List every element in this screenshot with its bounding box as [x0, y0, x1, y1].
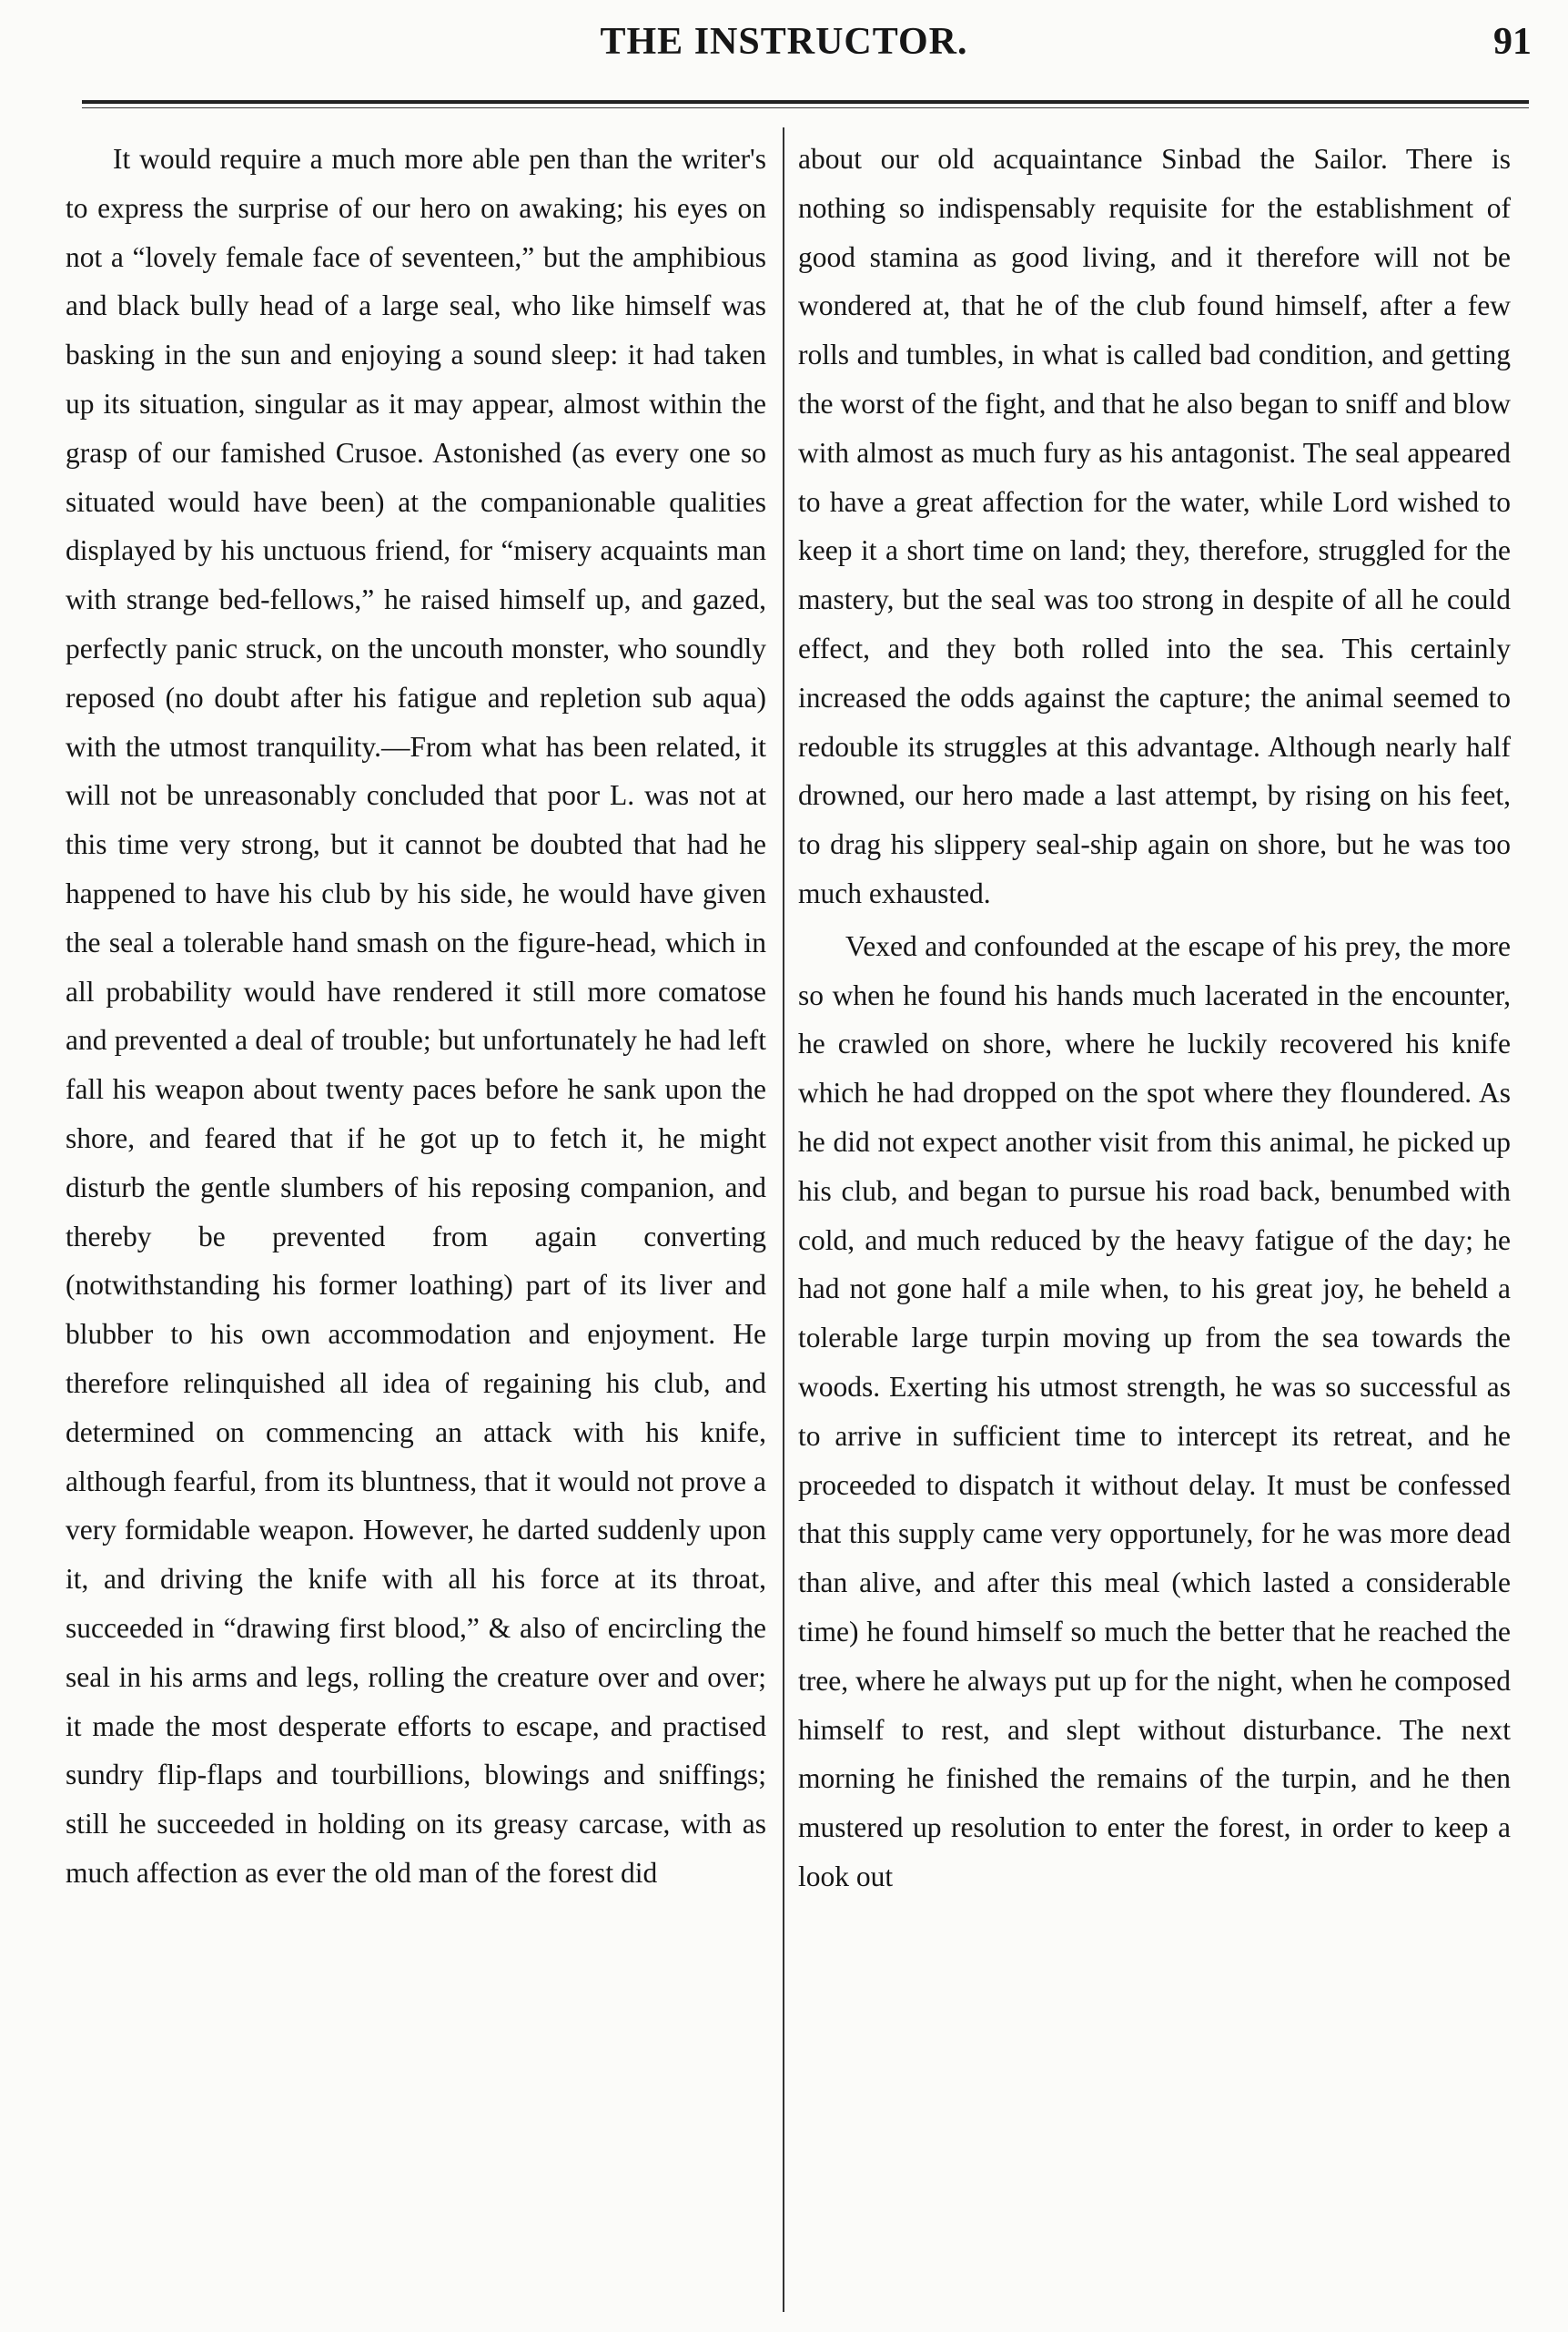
- header-rule: [82, 100, 1529, 104]
- left-paragraph-1: It would require a much more able pen than the writer's to express the surprise of our hero on awaking; his eyes on not a “lovely female face of seventeen,” but the amphibious and black bully head of a large seal, who like himself was basking in the sun and enjoying a sound sleep: it had taken up its situation, singular as it may appear, almost within the grasp of our famished Crusoe. Astonished (as every one so situated would have been) at the companionable qualities displayed by his unctuous friend, for “misery acquaints man with strange bed-fellows,” he raised himself up, and gazed, perfectly panic struck, on the uncouth monster, who soundly reposed (no doubt after his fatigue and repletion sub aqua) with the utmost tranquility.—From what has been related, it will not be unreasonably concluded that poor L. was not at this time very strong, but it cannot be doubted that had he happened to have his club by his side, he would have given the seal a tolerable hand smash on the figure-head, which in all probability would have rendered it still more comatose and prevented a deal of trouble; but unfortunately he had left fall his weapon about twenty paces before he sank upon the shore, and feared that if he got up to fetch it, he might disturb the gentle slumbers of his reposing companion, and thereby be prevented from again converting (notwithstanding his former loathing) part of its liver and blubber to his own accommodation and enjoyment. He therefore relinquished all idea of regaining his club, and determined on commencing an attack with his knife, although fearful, from its bluntness, that it would not prove a very formidable weapon. However, he darted suddenly upon it, and driving the knife with all his force at its throat, succeeded in “drawing first blood,” & also of encircling the seal in his arms and legs, rolling the creature over and over; it made the most desperate efforts to escape, and practised sundry flip-flaps and tourbillions, blowings and sniffings; still he succeeded in holding on its greasy carcase, with as much affection as ever the old man of the forest did: [66, 143, 766, 1889]
- page-number: 91: [1493, 21, 1532, 63]
- left-column: [66, 135, 766, 2319]
- running-title: THE INSTRUCTOR.: [600, 21, 968, 63]
- column-divider: [783, 127, 784, 2312]
- right-paragraph-1: about our old acquaintance Sinbad the Sailor. There is nothing so indispensably requisite for the establishment of good stamina as good living, and it therefore will not be wondered at, that he of the club found himself, after a few rolls and tumbles, in what is called bad condition, and getting the worst of the fight, and that he also began to sniff and blow with almost as much fury as his antagonist. The seal appeared to have a great affection for the water, while Lord wished to keep it a short time on land; they, therefore, struggled for the mastery, but the seal was too strong in despite of all he could effect, and they both rolled into the sea. This certainly increased the odds against the capture; the animal seemed to redouble its struggles at this advantage. Although nearly half drowned, our hero made a last attempt, by rising on his feet, to drag his slippery seal-ship again on shore, but he was too much exhausted.: [798, 143, 1511, 909]
- right-paragraph-2: Vexed and confounded at the escape of his prey, the more so when he found his hands much lacerated in the encounter, he crawled on shore, where he luckily recovered his knife which he had dropped on the spot where they floundered. As he did not expect another visit from this animal, he picked up his club, and began to pursue his road back, benumbed with cold, and much reduced by the heavy fatigue of the day; he had not gone half a mile when, to his great joy, he beheld a tolerable large turpin moving up from the sea towards the woods. Exerting his utmost strength, he was so successful as to arrive in sufficient time to intercept its retreat, and he proceeded to dispatch it without delay. It must be confessed that this supply came very opportunely, for he was more dead than alive, and after this meal (which lasted a considerable time) he found himself so much the better that he reached the tree, where he always put up for the night, when he composed himself to rest, and slept without disturbance. The next morning he finished the remains of the turpin, and he then mustered up resolution to enter the forest, in order to keep a look out: [798, 929, 1511, 1892]
- right-column: [798, 135, 1511, 2319]
- page-header: [0, 0, 1568, 82]
- header-rule-thin: [82, 107, 1529, 108]
